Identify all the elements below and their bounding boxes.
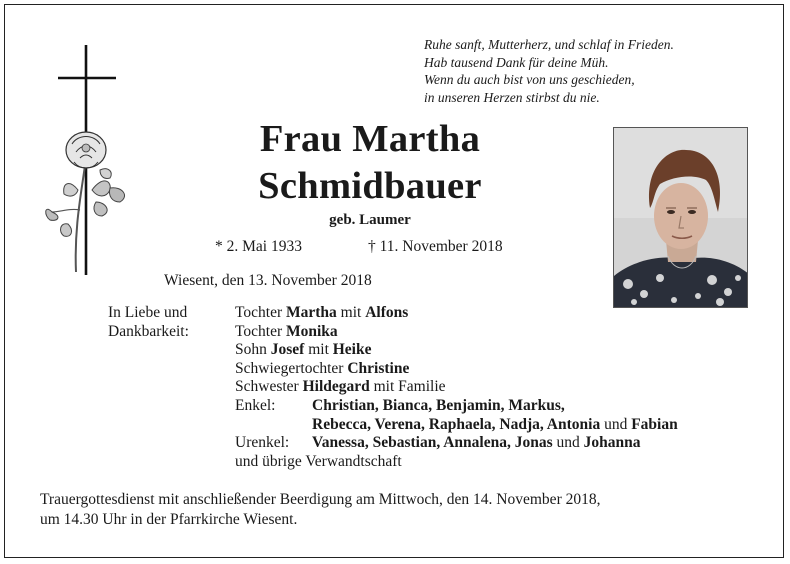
mourner-name: Fabian xyxy=(631,415,678,433)
place-and-date: Wiesent, den 13. November 2018 xyxy=(164,272,372,289)
poem xyxy=(424,36,674,106)
mourner-name: Heike xyxy=(332,341,372,359)
mourner-name: Josef xyxy=(270,341,305,359)
cross-with-rose-icon xyxy=(40,40,140,302)
funeral-service-info xyxy=(40,490,600,529)
mourner-name: Alfons xyxy=(365,304,409,321)
grandchildren-label: Enkel: xyxy=(235,396,276,414)
mourner-name: Johanna xyxy=(583,434,641,452)
mourner-row xyxy=(235,323,446,342)
relation: Schwester xyxy=(235,378,303,396)
mourner-name: Monika xyxy=(286,322,338,340)
connector: und xyxy=(600,415,632,433)
mourner-row xyxy=(235,304,446,323)
mourner-names: Christian, Bianca, Benjamin, Markus, xyxy=(312,396,565,414)
relation: Schwiegertochter xyxy=(235,359,348,377)
mourner-name: Hildegard xyxy=(302,378,370,396)
great-grandchildren-names xyxy=(312,434,641,453)
mourner-row xyxy=(235,378,446,397)
mourner-names: Rebecca, Verena, Raphaela, Nadja, Antonia xyxy=(312,415,601,433)
mourner-names: Vanessa, Sebastian, Annalena, Jonas xyxy=(312,434,553,452)
connector: mit Familie xyxy=(369,378,446,396)
great-grandchildren-label: Urenkel: xyxy=(235,434,290,452)
grandchildren-row xyxy=(235,415,678,435)
service-line: um 14.30 Uhr in der Pfarrkirche Wiesent. xyxy=(40,510,298,528)
relation: Tochter xyxy=(235,304,286,321)
deceased-first-name: Frau Martha xyxy=(259,118,481,160)
great-grandchildren-row xyxy=(235,434,641,453)
service-line: Trauergottesdienst mit anschließender Beerdigung am Mittwoch, den 14. November 2018, xyxy=(40,491,601,508)
other-relatives: und übrige Verwandtschaft xyxy=(235,452,402,470)
deceased-last-name: Schmidbauer xyxy=(258,165,482,207)
mourner-name: Martha xyxy=(286,304,337,321)
mourner-row xyxy=(235,341,446,360)
poem-line: in unseren Herzen stirbst du nie. xyxy=(424,89,600,105)
grandchildren-row xyxy=(235,396,565,416)
birth-date: * 2. Mai 1933 xyxy=(215,238,302,255)
death-date: † 11. November 2018 xyxy=(368,238,503,255)
poem-line: Hab tausend Dank für deine Müh. xyxy=(424,54,609,70)
poem-line: Ruhe sanft, Mutterherz, und schlaf in Frieden. xyxy=(424,37,674,52)
portrait-photo xyxy=(613,127,748,308)
grandchildren-names xyxy=(312,397,565,416)
birth-name: geb. Laumer xyxy=(329,212,411,228)
connector: mit xyxy=(304,341,333,359)
dedication xyxy=(108,304,189,341)
connector: und xyxy=(552,434,584,452)
relation: Sohn xyxy=(235,341,271,359)
grandchildren-names xyxy=(312,416,678,435)
dedication-line: In Liebe und xyxy=(108,304,188,321)
relation: Tochter xyxy=(235,322,286,340)
mourner-row xyxy=(235,360,446,379)
mourner-name: Christine xyxy=(347,359,410,377)
connector: mit xyxy=(336,304,366,321)
poem-line: Wenn du auch bist von uns geschieden, xyxy=(424,72,635,87)
mourners-list xyxy=(235,304,678,471)
dedication-line: Dankbarkeit: xyxy=(108,322,189,340)
